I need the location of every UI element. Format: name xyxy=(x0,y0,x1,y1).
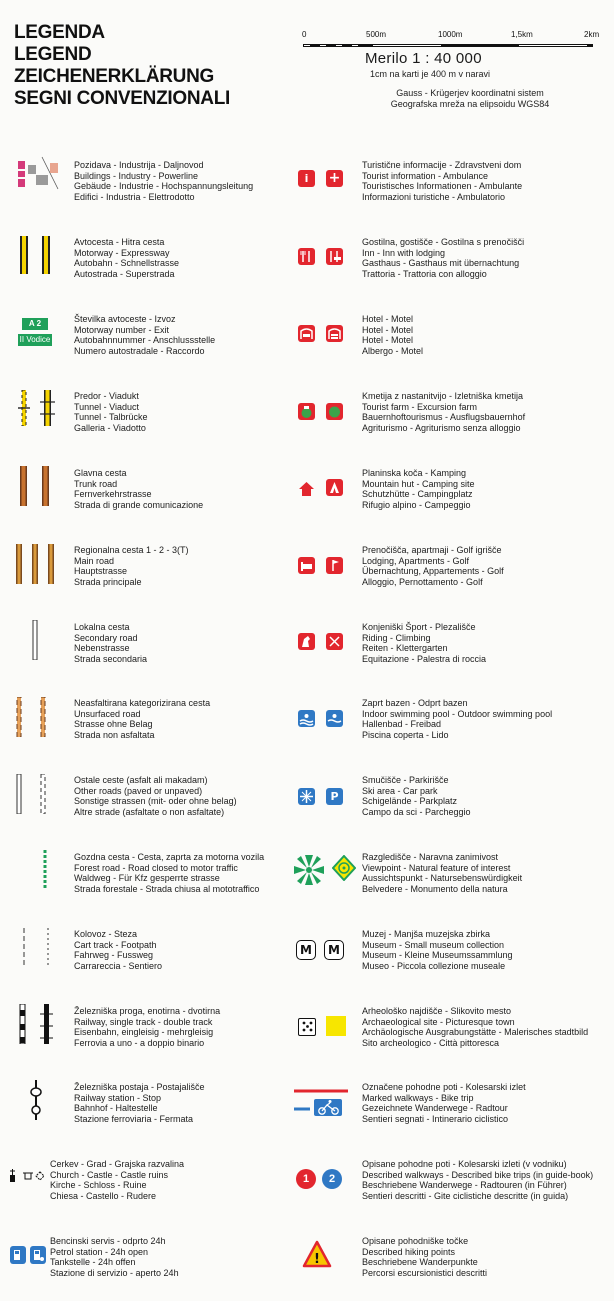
motorway-number-badge: A 2 xyxy=(22,318,48,330)
regional-road-symbol xyxy=(14,544,60,584)
legend-entry-hiking-points: Opisane pohodniške točke Described hiking points Beschriebene Wanderpunkte Percorsi escursionistici descritti xyxy=(362,1236,488,1278)
indoor-pool-icon xyxy=(298,710,315,727)
legend-entry-tourist-farm: Kmetija z nastanitvijo - Izletniška kmetija Tourist farm - Excursion farm Bauernhoftourismus - Ausflugsbauernhof Agriturismo - Agriturismo senza alloggio xyxy=(362,391,526,433)
described-walkway-number-icon: 1 xyxy=(296,1169,316,1189)
legend-entry-mountain-hut: Planinska koča - Kamping Mountain hut - Camping site Schutzhütte - Campingplatz Rifugio alpino - Campeggio xyxy=(362,468,475,510)
legend-entry-motorway: Avtocesta - Hitra cesta Motorway - Expressway Autobahn - Schnellstrasse Autostrada - Superstrada xyxy=(74,237,180,279)
legend-entry-tourist-info: Turistične informacije - Zdravstveni dom Tourist information - Ambulance Touristisches Informationen - Ambulante Informazioni turistiche - Ambulatorio xyxy=(362,160,523,202)
legend-entry-railway-station: Železniška postaja - Postajališče Railway station - Stop Bahnhof - Haltestelle Stazione ferroviaria - Fermata xyxy=(74,1082,205,1124)
scale-ratio: Merilo 1 : 40 000 xyxy=(365,50,482,67)
legend-entry-unsurfaced-road: Neasfaltirana kategorizirana cesta Unsurfaced road Strasse ohne Belag Strada non asfaltata xyxy=(74,698,211,740)
legend-titles xyxy=(14,22,230,110)
legend-entry-motorway-number: Številka avtoceste - Izvoz Motorway number - Exit Autobahnnummer - Anschlussstelle Numero autostradale - Raccordo xyxy=(74,314,216,356)
legend-entry-secondary-road: Lokalna cesta Secondary road Nebenstrasse Strada secondaria xyxy=(74,622,148,664)
picturesque-town-icon xyxy=(326,1016,346,1036)
legend-entry-cart-track: Kolovoz - Steza Cart track - Footpath Fahrweg - Fussweg Carrareccia - Sentiero xyxy=(74,929,163,971)
other-roads-symbol xyxy=(14,774,54,814)
legend-entry-forest-road: Gozdna cesta - Cesta, zaprta za motorna vozila Forest road - Road closed to motor traffic Waldweg - Für Kfz gesperrte strasse Strada forestale - Strada chiusa al mototraffico xyxy=(74,852,265,894)
secondary-road-symbol xyxy=(30,620,40,660)
viewpoint-icon xyxy=(292,853,326,887)
small-museum-icon: M xyxy=(324,940,344,960)
first-aid-icon: + xyxy=(326,170,343,187)
cart-track-footpath-symbol xyxy=(20,928,56,968)
legend-entry-inn: Gostilna, gostišče - Gostilna s prenočišči Inn - Inn with lodging Gasthaus - Gasthaus mit übernachtung Trattoria - Trattoria con alloggio xyxy=(362,237,525,279)
legend-entry-described-walkways: Opisane pohodne poti - Kolesarski izleti (v vodniku) Described walkways - Described bike trips (in guide-book) Beschriebene Wanderwege - Radtouren (in Führer) Sentieri descritti - Gite ciclistiche descritte (in guida) xyxy=(362,1159,594,1201)
natural-feature-icon xyxy=(332,855,356,881)
legend-entry-viewpoint: Razgledišče - Naravna zanimivost Viewpoint - Natural feature of interest Aussichtspunkt - Natursebenswürdigkeit Belvedere - Monumento della natura xyxy=(362,852,523,894)
petrol-station-24h-icon xyxy=(30,1246,46,1264)
legend-entry-lodging: Prenočišča, apartmaji - Golf igrišče Lodging, Apartments - Golf Übernachtung, Appartements - Golf Alloggio, Pernottamento - Golf xyxy=(362,545,504,587)
scale-tick-1000m: 1000m xyxy=(438,30,463,39)
climbing-icon xyxy=(326,633,343,650)
lodging-apartments-icon xyxy=(298,557,315,574)
legend-entry-swimming-pool: Zaprt bazen - Odprt bazen Indoor swimming pool - Outdoor swimming pool Hallenbad - Freibad Piscina coperta - Lido xyxy=(362,698,553,740)
excursion-farm-icon xyxy=(326,403,343,420)
described-bike-trip-number-icon: 2 xyxy=(322,1169,342,1189)
legend-entry-museum: Muzej - Manjša muzejska zbirka Museum - Small museum collection Museum - Kleine Museumssammlung Museo - Piccola collezione museale xyxy=(362,929,513,971)
forest-road-symbol xyxy=(40,850,50,890)
info-icon: i xyxy=(298,170,315,187)
hotel-icon xyxy=(298,325,315,342)
archaeological-site-icon xyxy=(298,1018,316,1036)
church-castle-ruins-symbol xyxy=(8,1168,48,1184)
golf-icon xyxy=(326,557,343,574)
legend-entry-other-roads: Ostale ceste (asfalt ali makadam) Other roads (paved or unpaved) Sonstige strassen (mit- oder ohne belag) Altre strade (asfaltate o non asfaltate) xyxy=(74,775,237,817)
unsurfaced-road-symbol xyxy=(14,697,54,737)
inn-icon xyxy=(298,248,315,265)
scale-note: 1cm na karti je 400 m v naravi xyxy=(369,69,491,79)
warning-triangle-icon xyxy=(302,1240,332,1268)
legend-entry-buildings: Pozidava - Industrija - Daljnovod Buildings - Industry - Powerline Gebäude - Industrie - Hochspannungsleitung Edifici - Industria - Elettrodotto xyxy=(74,160,254,202)
mountain-hut-icon xyxy=(298,480,315,497)
tunnel-viaduct-symbol xyxy=(18,390,60,426)
legend-entry-railway: Železniška proga, enotirna - dvotirna Railway, single track - double track Eisenbahn, eingleisig - mehrgleisig Ferrovia a uno - a doppio binario xyxy=(74,1006,221,1048)
car-park-icon: P xyxy=(326,788,343,805)
legend-entry-tunnel: Predor - Viadukt Tunnel - Viaduct Tunnel - Talbrücke Galleria - Viadotto xyxy=(74,391,148,433)
scale-tick-500m: 500m xyxy=(366,30,387,39)
legend-entry-hotel: Hotel - Motel Hotel - Motel Hotel - Motel Albergo - Motel xyxy=(362,314,424,356)
legend-entry-main-road: Regionalna cesta 1 - 2 - 3(T) Main road Hauptstrasse Strada principale xyxy=(74,545,189,587)
railway-symbol xyxy=(16,1004,56,1044)
scale-bar xyxy=(300,30,600,52)
ski-area-icon xyxy=(298,788,315,805)
title-zeichenerklarung: ZEICHENERKLÄRUNG xyxy=(14,66,214,87)
motorway-exit-badge: II Vodice xyxy=(19,335,51,344)
legend-entry-marked-walkways: Označene pohodne poti - Kolesarski izlet Marked walkways - Bike trip Gezeichnete Wanderwege - Radtour Sentieri segnati - Intinerario ciclistico xyxy=(362,1082,526,1124)
title-segni: SEGNI CONVENZIONALI xyxy=(14,88,230,109)
legend-entry-trunk-road: Glavna cesta Trunk road Fernverkehrstrasse Strada di grande comunicazione xyxy=(74,468,204,510)
museum-icon: M xyxy=(296,940,316,960)
marked-walkways-bike-icon xyxy=(292,1087,350,1117)
title-legenda: LEGENDA xyxy=(14,22,105,43)
scale-tick-0: 0 xyxy=(302,30,307,39)
scale-tick-1-5km: 1,5km xyxy=(511,30,533,39)
motel-icon xyxy=(326,325,343,342)
legend-entry-church: Cerkev - Grad - Grajska razvalina Church - Castle - Castle ruins Kirche - Schloss - Ruine Chiesa - Castello - Rudere xyxy=(50,1159,185,1201)
inn-with-lodging-icon xyxy=(326,248,343,265)
railway-station-symbol xyxy=(26,1080,46,1120)
camping-icon xyxy=(326,479,343,496)
riding-icon xyxy=(298,633,315,650)
scale-tick-2km: 2km xyxy=(584,30,600,39)
outdoor-pool-icon xyxy=(326,710,343,727)
legend-entry-ski-area: Smučišče - Parkirišče Ski area - Car park Schigelände - Parkplatz Campo da sci - Parcheggio xyxy=(362,775,471,817)
buildings-industry-powerline-symbol xyxy=(14,155,62,195)
projection-1: Gauss - Krügerjev koordinatni sistem xyxy=(396,88,544,98)
tourist-farm-icon xyxy=(298,403,315,420)
petrol-station-icon xyxy=(10,1246,26,1264)
legend-entry-petrol-station: Bencinski servis - odprto 24h Petrol station - 24h open Tankstelle - 24h offen Stazione di servizio - aperto 24h xyxy=(50,1236,179,1278)
motorway-expressway-symbol xyxy=(18,236,54,274)
trunk-road-symbol xyxy=(18,466,54,506)
warning-mark: ! xyxy=(314,1252,320,1267)
projection-2: Geografska mreža na elipsoidu WGS84 xyxy=(390,99,550,109)
title-legend: LEGEND xyxy=(14,44,92,65)
legend-entry-riding: Konjeniški Šport - Plezališče Riding - Climbing Reiten - Klettergarten Equitazione - Palestra di roccia xyxy=(362,622,487,664)
legend-entry-archaeological-site: Arheološko najdišče - Slikovito mesto Archaeological site - Picturesque town Archäologische Ausgrabungstätte - Malerisches stadtbild Sito archeologico - Città pittoresca xyxy=(362,1006,589,1048)
